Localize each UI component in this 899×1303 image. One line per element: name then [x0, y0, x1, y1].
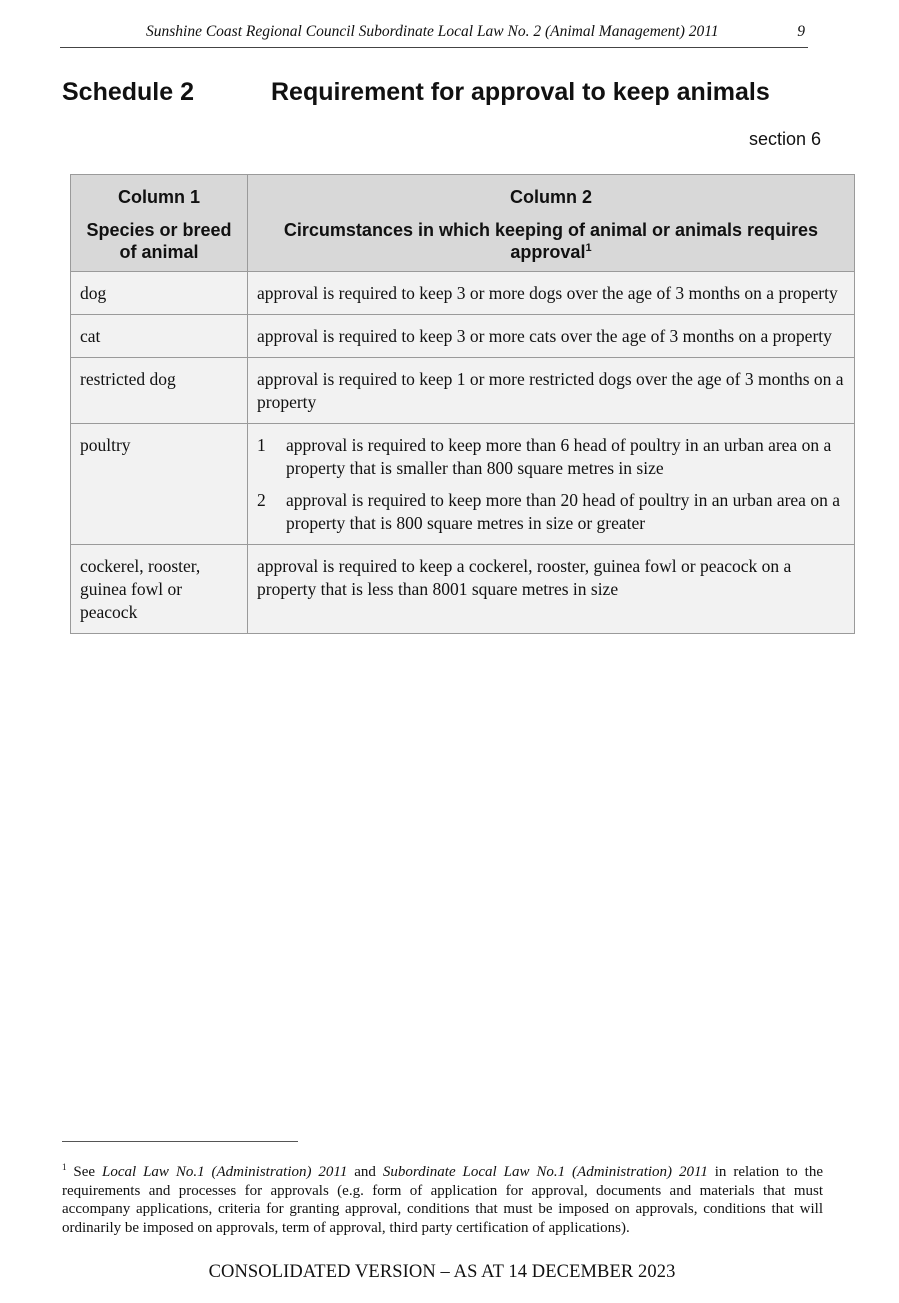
- numbered-item: [257, 489, 845, 535]
- footnote-law-reference: Subordinate Local Law No.1 (Administration) 2011: [382, 1164, 708, 1180]
- table-row: [71, 315, 855, 358]
- footnote: [62, 1163, 823, 1237]
- table-row: [71, 424, 855, 545]
- circumstance-cell: approval is required to keep 3 or more cats over the age of 3 months on a property: [248, 315, 855, 358]
- schedule-title: Requirement for approval to keep animals: [271, 78, 770, 106]
- section-reference: section 6: [748, 129, 821, 149]
- page-header: [60, 20, 808, 48]
- footnote-text: in relation to the requirements and processes for approvals (e.g. form of application for approval, documents and materials that must accompany applications, criteria for granting approval, conditions that must be imposed on approvals, conditions that will ordinarily be imposed on approvals, term of approval, third party certification of applications).: [62, 1164, 823, 1236]
- footnote-mark: 1: [62, 1162, 67, 1172]
- page-footer: CONSOLIDATED VERSION – AS AT 14 DECEMBER 2023: [208, 1262, 676, 1282]
- column-1-header: [71, 175, 248, 272]
- footnote-law-reference: Local Law No.1 (Administration) 2011: [102, 1164, 348, 1180]
- column-1-number: Column 1: [117, 187, 200, 207]
- item-text: approval is required to keep more than 20 head of poultry in an urban area on a property that is 800 square metres in size or greater: [286, 490, 840, 533]
- footnote-divider: [62, 1141, 298, 1142]
- column-1-heading: Species or breed of animal: [86, 220, 232, 262]
- circumstance-cell: approval is required to keep a cockerel, rooster, guinea fowl or peacock on a property that is less than 8001 square metres in size: [248, 545, 855, 634]
- header-title: Sunshine Coast Regional Council Subordinate Local Law No. 2 (Animal Management) 2011: [146, 23, 719, 40]
- table-row: [71, 358, 855, 424]
- circumstance-cell: approval is required to keep 3 or more dogs over the age of 3 months on a property: [248, 272, 855, 315]
- table-row: [71, 272, 855, 315]
- item-number: 2: [257, 490, 266, 510]
- column-2-heading: Circumstances in which keeping of animal or animals requires approval: [283, 220, 819, 262]
- column-2-number: Column 2: [509, 187, 592, 207]
- numbered-item: [257, 434, 845, 480]
- page-number: 9: [797, 23, 805, 40]
- table-header-row: [71, 175, 855, 272]
- circumstance-cell: approval is required to keep 1 or more restricted dogs over the age of 3 months on a property: [248, 358, 855, 424]
- footnote-prefix: See: [66, 1164, 102, 1180]
- approval-requirements-table: [70, 174, 855, 634]
- schedule-number: Schedule 2: [62, 78, 194, 106]
- species-cell: poultry: [71, 424, 248, 545]
- table-row: [71, 545, 855, 634]
- species-cell: dog: [71, 272, 248, 315]
- species-cell: restricted dog: [71, 358, 248, 424]
- species-cell: cat: [71, 315, 248, 358]
- circumstance-cell: [248, 424, 855, 545]
- footnote-reference: 1: [585, 242, 592, 254]
- species-cell: cockerel, rooster, guinea fowl or peacock: [71, 545, 248, 634]
- column-2-header: [248, 175, 855, 272]
- item-number: 1: [257, 435, 266, 455]
- item-text: approval is required to keep more than 6 head of poultry in an urban area on a property that is smaller than 800 square metres in size: [286, 435, 832, 478]
- footnote-conjunction: and: [347, 1164, 383, 1180]
